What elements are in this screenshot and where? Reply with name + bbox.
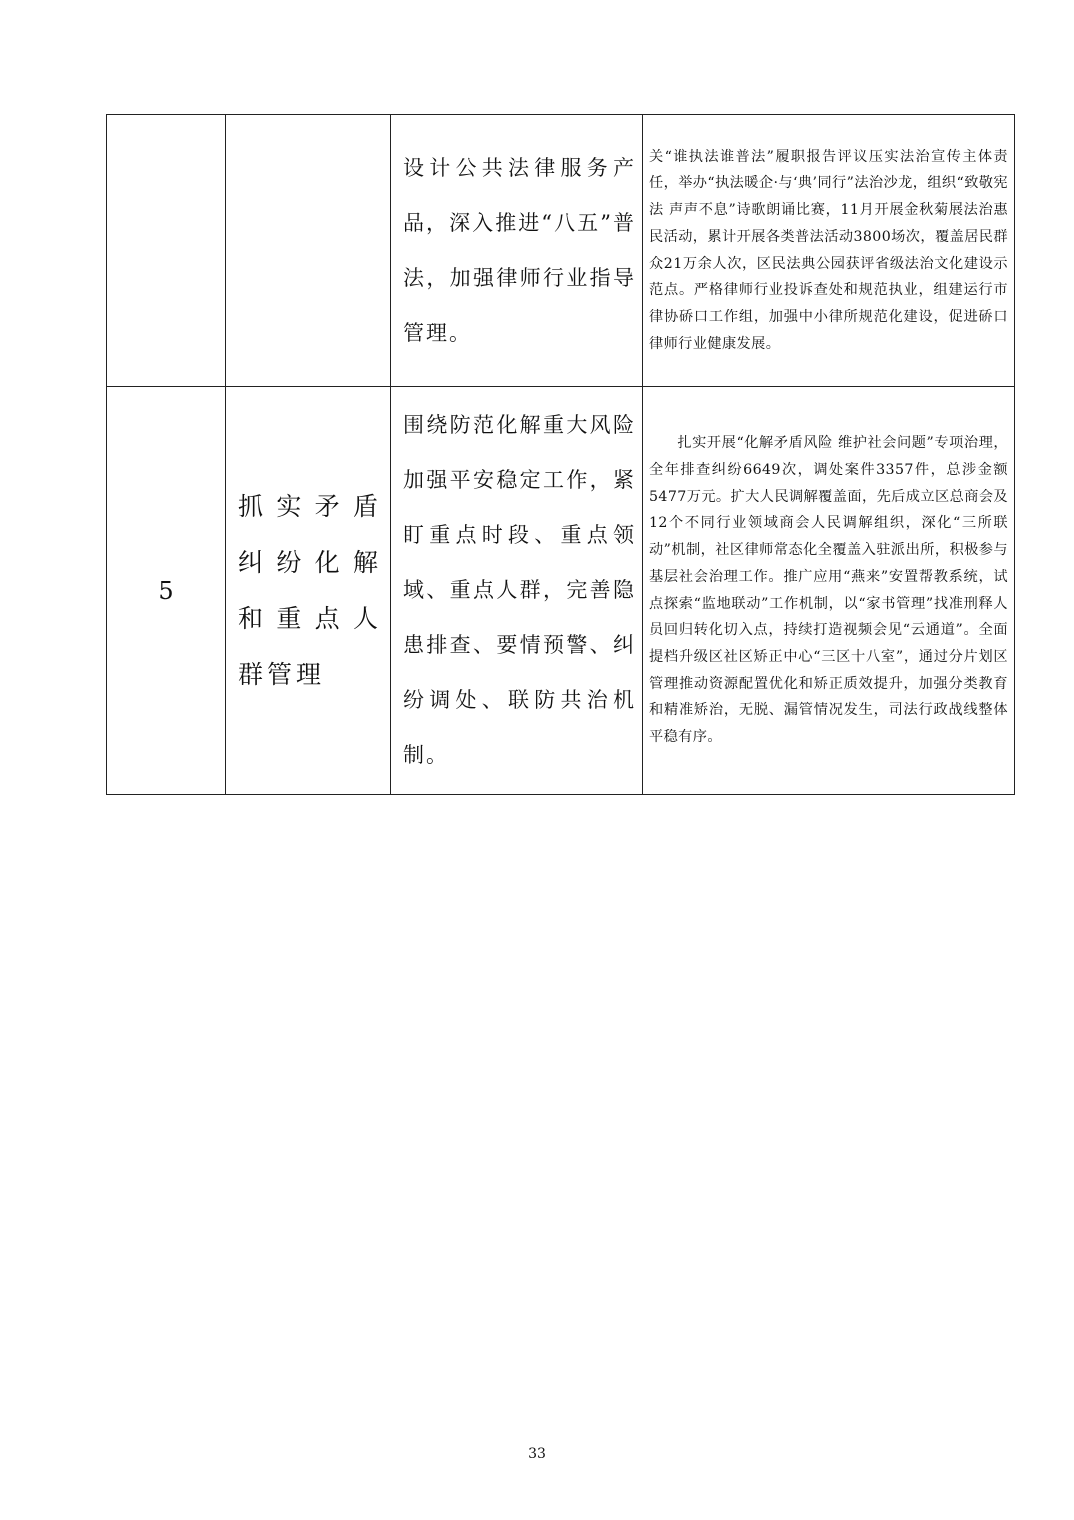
work-table — [106, 114, 1015, 795]
result-text: 扎实开展“化解矛盾风险 维护社会问题”专项治理，全年排查纠纷6649次，调处案件3357件，总涉金额5477万元。扩大人民调解覆盖面，先后成立区总商会及12个不同行业领域商会人民调解组织，深化“三所联动”机制，社区律师常态化全覆盖入驻派出所，积极参与基层社会治理工作。推广应用“燕来”安置帮教系统，试点探索“监地联动”工作机制，以“家书管理”找准刑释人员回归转化切入点，持续打造视频会见“云通道”。全面提档升级区社区矫正中心“三区十八室”，通过分片划区管理推动资源配置优化和矫正质效提升，加强分类教育和精准矫治，无脱、漏管情况发生，司法行政战线整体平稳有序。 — [649, 435, 1008, 746]
measure-cell — [391, 115, 643, 387]
measure-cell — [391, 387, 643, 795]
result-text: 关“谁执法谁普法”履职报告评议压实法治宣传主体责任，举办“执法暖企·与‘典’同行”法治沙龙，组织“致敬宪法 声声不息”诗歌朗诵比赛，11月开展金秋菊展法治惠民活动，累计开展各类普法活动3800场次，覆盖居民群众21万余人次，区民法典公园获评省级法治文化建设示范点。严格律师行业投诉查处和规范执业，组建运行市律协硚口工作组，加强中小律所规范化建设，促进硚口律师行业健康发展。 — [649, 148, 1008, 352]
result-cell — [643, 115, 1015, 387]
measure-text: 设计公共法律服务产品，深入推进“八五”普法，加强律师行业指导管理。 — [403, 155, 636, 345]
task-cell — [226, 115, 391, 387]
measure-text: 围绕防范化解重大风险加强平安稳定工作，紧盯重点时段、重点领域、重点人群，完善隐患排查、要情预警、纠纷调处、联防共治机制。 — [403, 413, 636, 767]
row-number-cell — [107, 387, 226, 795]
task-title: 抓实矛盾纠纷化解和重点人群管理 — [238, 491, 382, 689]
row-number-cell — [107, 115, 226, 387]
page-number: 33 — [528, 1446, 546, 1462]
table-row — [107, 387, 1015, 795]
row-number: 5 — [158, 576, 174, 605]
table-row — [107, 115, 1015, 387]
result-cell — [643, 387, 1015, 795]
task-cell — [226, 387, 391, 795]
